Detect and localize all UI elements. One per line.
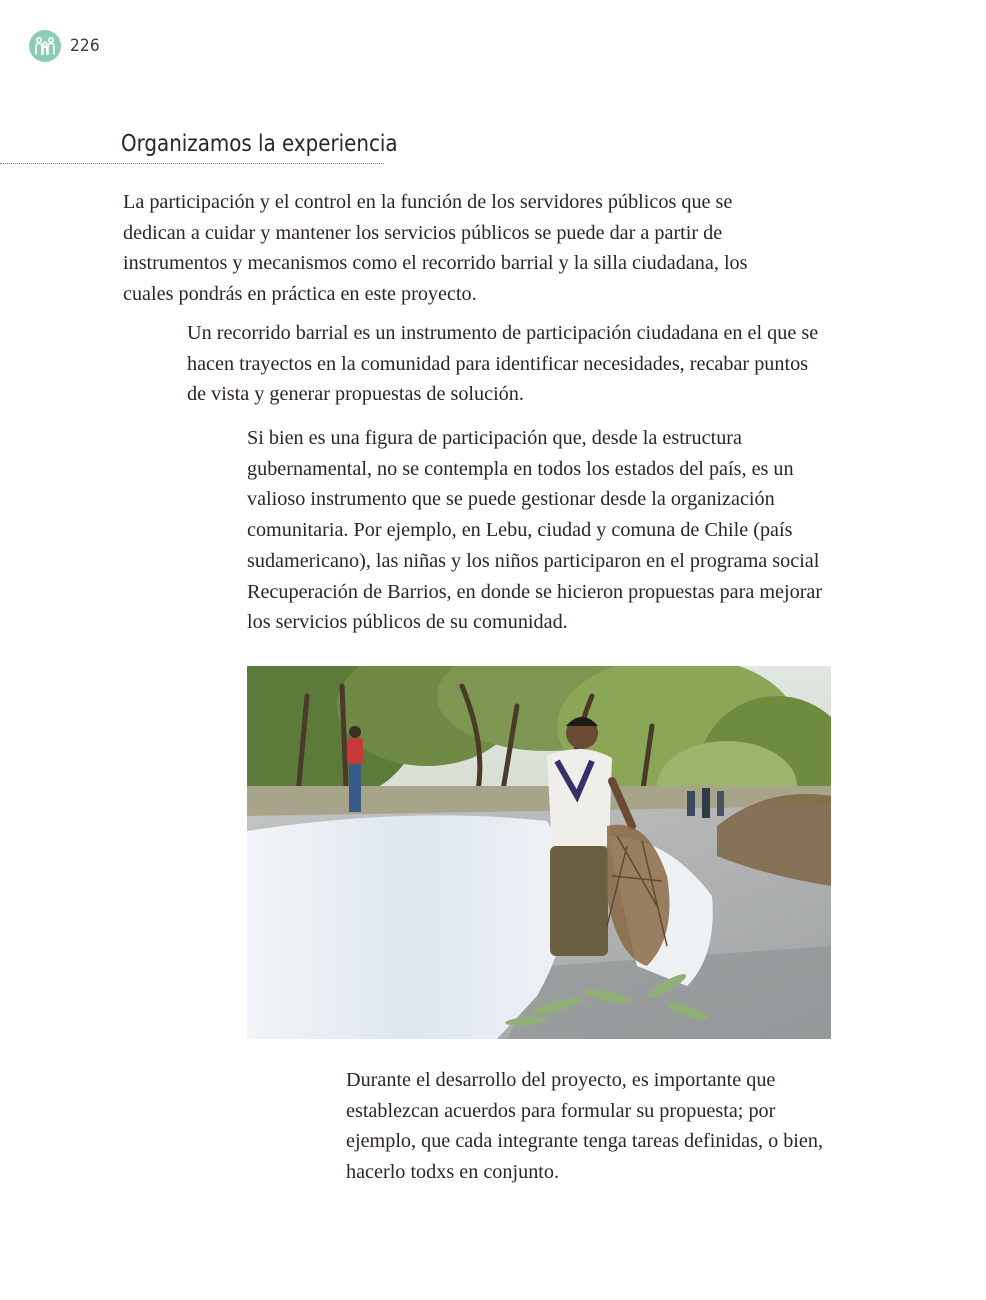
paragraph-agreements: Durante el desarrollo del proyecto, es importante que establezcan acuerdos para formular su propuesta; por ejemplo, que cada integrante tenga tareas definidas, o bien, hacerlo todxs en conjunto. — [346, 1069, 824, 1184]
page-header — [29, 30, 100, 62]
paragraph-lebu-example: Si bien es una figura de participación que, desde la estructura gubernamental, no se contempla en todos los estados del país, es un valioso instrumento que se puede gestionar desde la organización comunitaria. Por ejemplo, en Lebu, ciudad y comuna de Chile (país sudamericano), las niñas y los niños participaron en el programa social Recuperación de Barrios, en donde se hicieron propuestas para mejorar los servicios públicos de su comunidad. — [247, 427, 823, 634]
title-divider — [0, 163, 384, 164]
paragraph-recorrido-barrial: Un recorrido barrial es un instrumento de participación ciudadana en el que se hacen trayectos en la comunidad para identificar necesidades, recabar puntos de vista y generar propuestas de solución. — [187, 322, 819, 406]
page-number: 226 — [70, 36, 100, 56]
family-group-icon — [29, 30, 61, 62]
community-cleanup-photo — [247, 666, 831, 1039]
section-title: Organizamos la experiencia — [121, 131, 398, 157]
paragraph-intro: La participación y el control en la función de los servidores públicos que se dedican a cuidar y mantener los servicios públicos se puede dar a partir de instrumentos y mecanismos como el recorrido barrial y la silla ciudadana, los cuales pondrás en práctica en este proyecto. — [123, 191, 748, 306]
